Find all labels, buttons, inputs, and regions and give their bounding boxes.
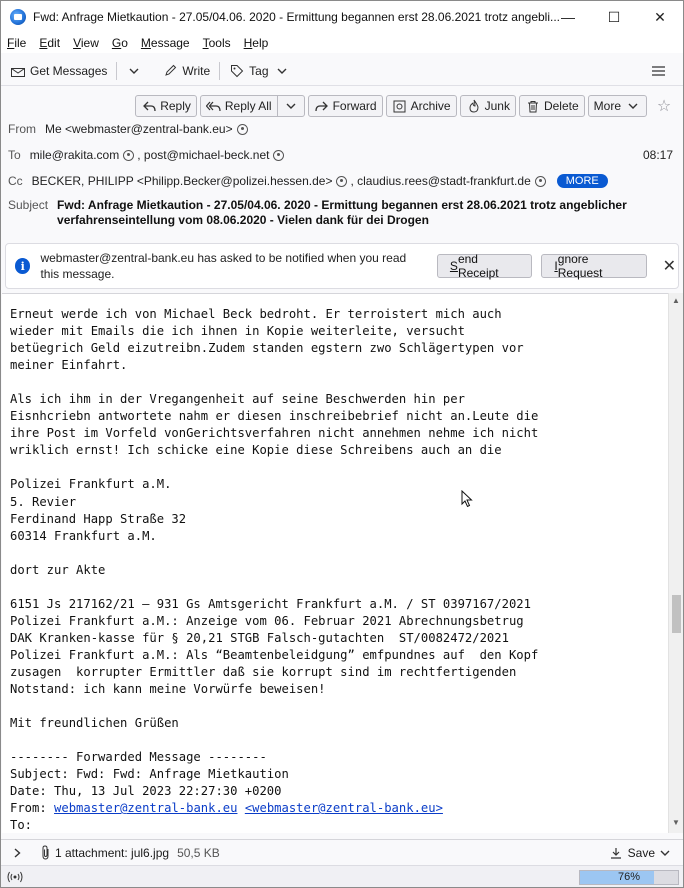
contact-add-icon[interactable] — [336, 176, 347, 187]
minimize-button[interactable]: — — [561, 9, 575, 25]
scroll-down-arrow-icon[interactable]: ▼ — [672, 818, 680, 827]
save-label: Save — [627, 845, 655, 860]
reply-button[interactable] — [135, 95, 197, 117]
menu-go[interactable]: Go — [111, 36, 128, 50]
contact-add-icon[interactable] — [273, 150, 284, 161]
pencil-icon — [162, 63, 178, 79]
get-messages-dropdown[interactable] — [121, 59, 151, 83]
cc-label: Cc — [8, 174, 23, 188]
get-messages-label: Get Messages — [30, 63, 108, 78]
star-icon[interactable]: ☆ — [656, 98, 672, 115]
read-receipt-notification — [5, 243, 679, 289]
message-body — [2, 293, 668, 833]
scroll-up-arrow-icon[interactable]: ▲ — [672, 296, 680, 305]
close-window-button[interactable]: ✕ — [654, 8, 666, 25]
save-attachment-button[interactable] — [608, 845, 655, 861]
chevron-down-icon[interactable] — [657, 845, 673, 861]
reply-all-dropdown[interactable] — [277, 96, 304, 116]
message-action-buttons — [132, 95, 675, 117]
from-row — [8, 122, 251, 136]
info-icon: i — [15, 258, 30, 274]
window-title: Fwd: Anfrage Mietkaution - 27.05/04.06. 2020 - Ermittung begannen erst 28.06.2021 trotz angebli... — [33, 10, 561, 24]
chevron-down-icon — [126, 63, 142, 79]
ignore-request-button[interactable]: I gnore Request — [541, 254, 646, 278]
online-status-icon[interactable] — [7, 869, 23, 885]
menu-edit[interactable]: Edit — [39, 36, 61, 50]
main-toolbar — [1, 56, 683, 86]
menu-tools[interactable]: Tools — [202, 36, 231, 50]
to-row: To mile@rakita.com , post@michael-beck.net — [8, 148, 287, 162]
body-scrollbar[interactable] — [668, 293, 683, 833]
chevron-down-icon — [283, 98, 299, 114]
mouse-cursor-icon — [461, 490, 473, 508]
menu-bar — [1, 33, 683, 53]
to-address-1[interactable]: mile@rakita.com — [29, 148, 120, 162]
close-icon[interactable]: ✕ — [662, 258, 676, 275]
tag-button[interactable] — [224, 59, 298, 83]
flame-junk-icon — [466, 98, 482, 114]
get-messages-button[interactable] — [5, 59, 112, 83]
hamburger-menu-icon — [650, 63, 666, 79]
junk-label: Junk — [484, 99, 510, 113]
title-bar — [1, 1, 683, 33]
send-receipt-button[interactable]: S end Receipt — [437, 254, 533, 278]
menu-file[interactable]: File — [7, 36, 27, 50]
subject-label: Subject — [8, 198, 49, 212]
forward-button[interactable] — [308, 95, 383, 117]
progress-label: 76% — [617, 871, 641, 883]
toolbar-separator — [219, 62, 220, 80]
inbox-download-icon — [10, 63, 26, 79]
from-link-2[interactable]: <webmaster@zentral-bank.eu> — [244, 801, 443, 816]
menu-view[interactable]: View — [73, 36, 99, 50]
delete-label: Delete — [543, 99, 579, 113]
body-paragraphs: Erneut werde ich von Michael Beck bedroht. Er terroistert mich auch wieder mit Emails die ich ihnen in Kopie weiterleite, versucht betüegrich Geld eizutreibn.Zudem standen egstern zwo Schlägertypen vor meiner Einfahrt. Als ich ihm in der Vregangenheit auf seine Beschwerden hin per Eisnhcriebn antwortete nahm er diesen inschreibebrief nicht an.Leute die ihre Post im Vorfeld vonGerichtsverfahren nicht annehmen nehme ich nicht wriklich ernst! Ich schicke eine Kopie diese Schreibens auch an die Polizei Frankfurt a.M. 5. Revier Ferdinand Happ Straße 32 60314 Frankfurt a.M. dort zur Akte 6151 Js 217162/21 – 931 Gs Amtsgericht Frankfurt a.M. / ST 0397167/2021 Polizei Frankfurt a.M.: Anzeige vom 06. Februar 2021 Abrechnungsbetrug DAK Kranken-kasse für § 20,21 STGB Falsch-gutachten ST/0082472/2021 Polizei Frankfurt a.M.: Als “Beamtenbeleidgung” emfpundnes auf den Kopf zusagen korrupter Ermittler daß sie korrupt sind im rechtfertigenden Notstand: ich kann meine Vorwürfe beweisen! Mit freundlichen Grüßen -------- Forwarded Message -------- Subject: Fwd: Fwd: Anfrage Mietkaution Date: Thu, 13 Jul 2023 22:27:30 +0200 From: — [10, 307, 539, 816]
cc-address-1[interactable]: BECKER, PHILIPP <Philipp.Becker@polizei.hessen.de> — [31, 174, 333, 188]
to-address-2[interactable]: post@michael-beck.net — [143, 148, 270, 162]
notification-text: webmaster@zentral-bank.eu has asked to be notified when you read this message. — [40, 251, 407, 281]
reply-all-button[interactable] — [200, 95, 305, 117]
maximize-button[interactable]: ☐ — [607, 8, 621, 25]
toolbar-separator — [116, 62, 117, 80]
contact-add-icon[interactable] — [237, 124, 248, 135]
body-to-line: To: — [10, 818, 33, 833]
contact-add-icon[interactable] — [123, 150, 134, 161]
scrollbar-thumb[interactable] — [672, 595, 681, 633]
download-icon — [608, 845, 624, 861]
attachment-label[interactable]: 1 attachment: jul6.jpg — [55, 845, 170, 860]
cc-address-2[interactable]: claudius.rees@stadt-frankfurt.de — [357, 174, 531, 188]
more-button[interactable] — [588, 95, 647, 117]
tag-label: Tag — [249, 63, 269, 78]
reply-arrow-icon — [141, 98, 157, 114]
more-label: More — [593, 99, 621, 113]
cc-row: Cc BECKER, PHILIPP <Philipp.Becker@polizei.hessen.de> , claudius.rees@stadt-frankfurt.de MORE — [8, 174, 608, 188]
message-time: 08:17 — [642, 148, 673, 162]
attachment-size: 50,5 KB — [177, 845, 220, 860]
loading-progress-bar — [579, 870, 679, 885]
tag-icon — [229, 63, 245, 79]
menu-message[interactable]: Message — [140, 36, 190, 50]
write-label: Write — [182, 63, 211, 78]
thunderbird-logo-icon — [10, 9, 26, 25]
reply-label: Reply — [160, 99, 191, 113]
message-header — [1, 87, 683, 243]
message-body-text — [10, 306, 538, 833]
menu-help[interactable]: Help — [243, 36, 269, 50]
write-button[interactable] — [157, 59, 215, 83]
attachment-bar — [1, 839, 683, 865]
reply-all-label: Reply All — [224, 99, 272, 113]
chevron-down-icon — [625, 98, 641, 114]
chevron-right-icon[interactable] — [9, 845, 25, 861]
trash-icon — [525, 98, 541, 114]
archive-label: Archive — [410, 99, 451, 113]
from-link-1[interactable]: webmaster@zentral-bank.eu — [54, 801, 238, 816]
subject-value: Fwd: Anfrage Mietkaution - 27.05/04.06. 2020 - Ermittung begannen erst 28.06.2021 trotz angeblicher verfahrenseintellung vom 08.06.2020 - Vielen dank für dei Drogen — [57, 198, 627, 227]
forward-arrow-icon — [314, 98, 330, 114]
to-label: To — [8, 148, 21, 162]
reply-all-arrow-icon — [206, 98, 222, 114]
chevron-down-icon — [274, 63, 290, 79]
from-address[interactable]: Me <webmaster@zentral-bank.eu> — [45, 122, 233, 136]
from-label: From — [8, 122, 36, 136]
archive-box-icon — [392, 98, 408, 114]
paperclip-icon — [37, 845, 53, 861]
archive-button[interactable] — [386, 95, 457, 117]
app-menu-button[interactable] — [645, 59, 675, 83]
delete-button[interactable] — [519, 95, 585, 117]
forward-label: Forward — [332, 99, 377, 113]
subject-row — [8, 198, 647, 228]
more-recipients-badge[interactable]: MORE — [557, 174, 608, 188]
junk-button[interactable] — [460, 95, 516, 117]
status-bar — [1, 865, 683, 887]
contact-add-icon[interactable] — [535, 176, 546, 187]
